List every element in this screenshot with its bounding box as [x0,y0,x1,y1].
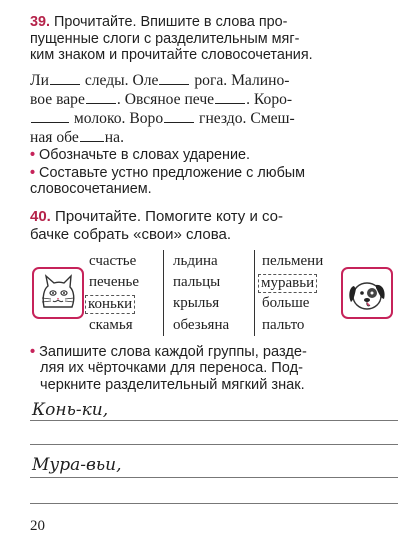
blank-field[interactable] [31,110,69,123]
blank-field[interactable] [86,91,116,104]
exercise-39-phrases: Ли следы. Оле рога. Малино- вое варе . Овсяное пече . Коро- молоко. Воро гнездо. Смеш- ная обе на. [30,72,295,146]
exercise-40-number: 40. [30,208,51,225]
exercise-39-tasks: • Обозначьте в словах ударение. • Составьте устно предложение с любым словосочетанием. [30,147,306,197]
word-cell: пальцы [173,274,221,290]
bullet-icon: • [30,164,36,181]
dog-frame [341,267,393,319]
word-cell-highlighted: коньки [85,295,135,314]
column-divider [163,250,164,336]
word-cell-highlighted: муравьи [258,274,317,293]
bullet-icon: • [30,344,36,360]
handwritten-word: Конь-ки, [32,400,109,420]
exercise-39-number: 39. [30,14,51,30]
handwritten-word: Мура-вьи, [32,455,122,475]
writing-line[interactable] [30,444,398,445]
dog-icon [343,269,391,317]
page-number: 20 [30,518,45,534]
blank-field[interactable] [159,72,189,85]
blank-field[interactable] [80,129,104,142]
word-cell: пальто [262,317,305,333]
exercise-40-instruction: 40. Прочитайте. Помогите коту и со- бачке собрать «свои» слова. [30,208,284,243]
word-cell: скамья [89,317,133,333]
word-cell: счастье [89,253,137,269]
writing-line[interactable] [30,477,398,478]
word-cell: пельмени [262,253,324,269]
exercise-39-instruction: 39. Прочитайте. Впишите в слова про- пущенные слоги с разделительным мяг- ким знаком и прочитайте словосочетания. [30,14,313,63]
blank-field[interactable] [50,72,80,85]
writing-line[interactable] [30,503,398,504]
word-cell: льдина [173,253,218,269]
cat-frame [32,267,84,319]
word-cell: печенье [89,274,140,290]
word-cell: обезьяна [173,317,230,333]
cat-icon [34,269,82,317]
bullet-icon: • [30,147,36,163]
blank-field[interactable] [215,91,245,104]
word-cell: больше [262,295,310,311]
column-divider [254,250,255,336]
word-cell: крылья [173,295,220,311]
writing-line[interactable] [30,420,398,421]
blank-field[interactable] [164,110,194,123]
exercise-40-task: • Запишите слова каждой группы, разде- ляя их чёрточками для переноса. Под- черкните разделительный мягкий знак. [30,344,307,393]
